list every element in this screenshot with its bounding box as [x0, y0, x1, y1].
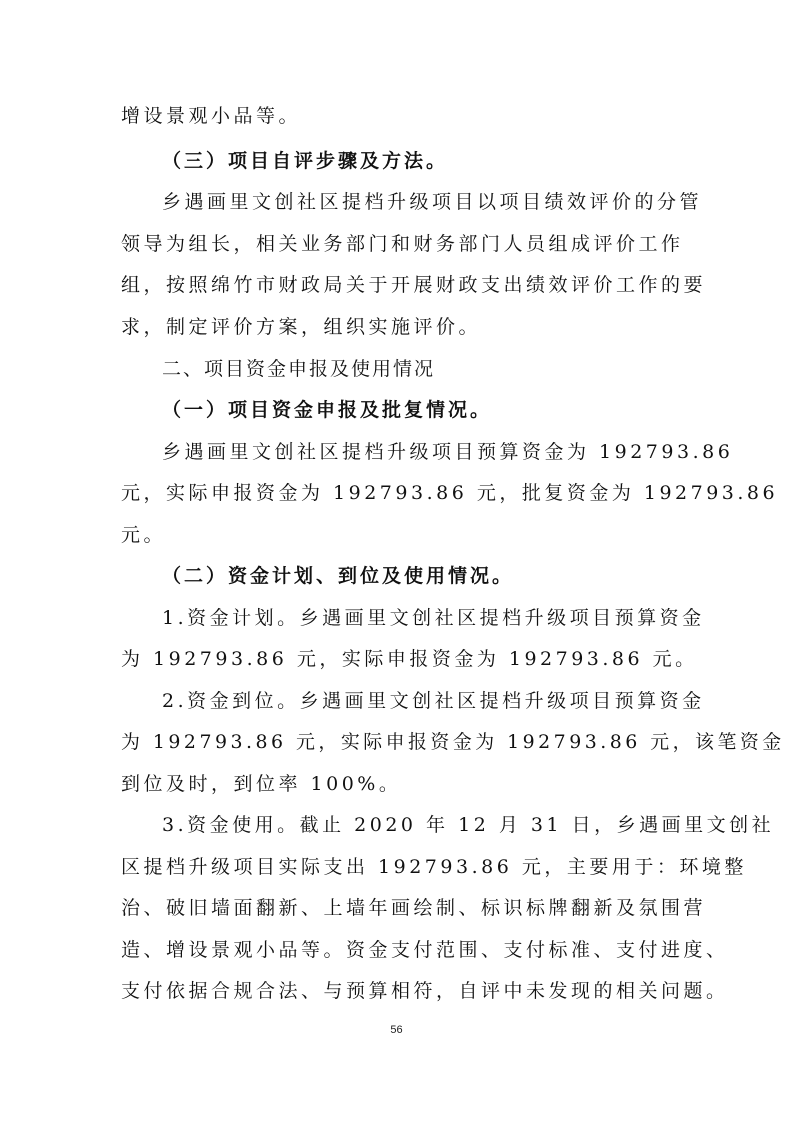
body-text-line: 元。 [121, 524, 167, 546]
body-text-line: 求，制定评价方案，组织实施评价。 [121, 316, 482, 338]
chapter-heading: 二、项目资金申报及使用情况 [162, 358, 436, 380]
section-heading: （二）资金计划、到位及使用情况。 [162, 565, 515, 587]
body-text-line: 元，实际申报资金为 192793.86 元，批复资金为 192793.86 [121, 482, 779, 504]
body-text-line: 增设景观小品等。 [121, 105, 302, 127]
body-text-line: 支付依据合规合法、与预算相符，自评中未发现的相关问题。 [121, 980, 729, 1002]
body-text-line: 造、增设景观小品等。资金支付范围、支付标准、支付进度、 [121, 939, 729, 961]
body-text-line: 2.资金到位。乡遇画里文创社区提档升级项目预算资金 [162, 690, 705, 712]
body-text-line: 1.资金计划。乡遇画里文创社区提档升级项目预算资金 [162, 607, 705, 629]
body-text-line: 治、破旧墙面翻新、上墙年画绘制、标识标牌翻新及氛围营 [121, 897, 707, 919]
body-text-line: 为 192793.86 元，实际申报资金为 192793.86 元。 [121, 648, 698, 670]
body-text-line: 区提档升级项目实际支出 192793.86 元，主要用于：环境整 [121, 856, 747, 878]
body-text-line: 3.资金使用。截止 2020 年 12 月 31 日，乡遇画里文创社 [162, 814, 775, 836]
body-text-line: 组，按照绵竹市财政局关于开展财政支出绩效评价工作的要 [121, 274, 707, 296]
body-text-line: 为 192793.86 元，实际申报资金为 192793.86 元，该笔资金 [121, 731, 785, 753]
body-text-line: 乡遇画里文创社区提档升级项目以项目绩效评价的分管 [162, 191, 703, 213]
body-text-line: 领导为组长，相关业务部门和财务部门人员组成评价工作 [121, 233, 684, 255]
page-number: 56 [390, 1024, 403, 1036]
section-heading: （三）项目自评步骤及方法。 [162, 150, 449, 172]
body-text-line: 到位及时，到位率 100%。 [121, 773, 402, 795]
section-heading: （一）项目资金申报及批复情况。 [162, 399, 493, 421]
body-text-line: 乡遇画里文创社区提档升级项目预算资金为 192793.86 [162, 441, 734, 463]
